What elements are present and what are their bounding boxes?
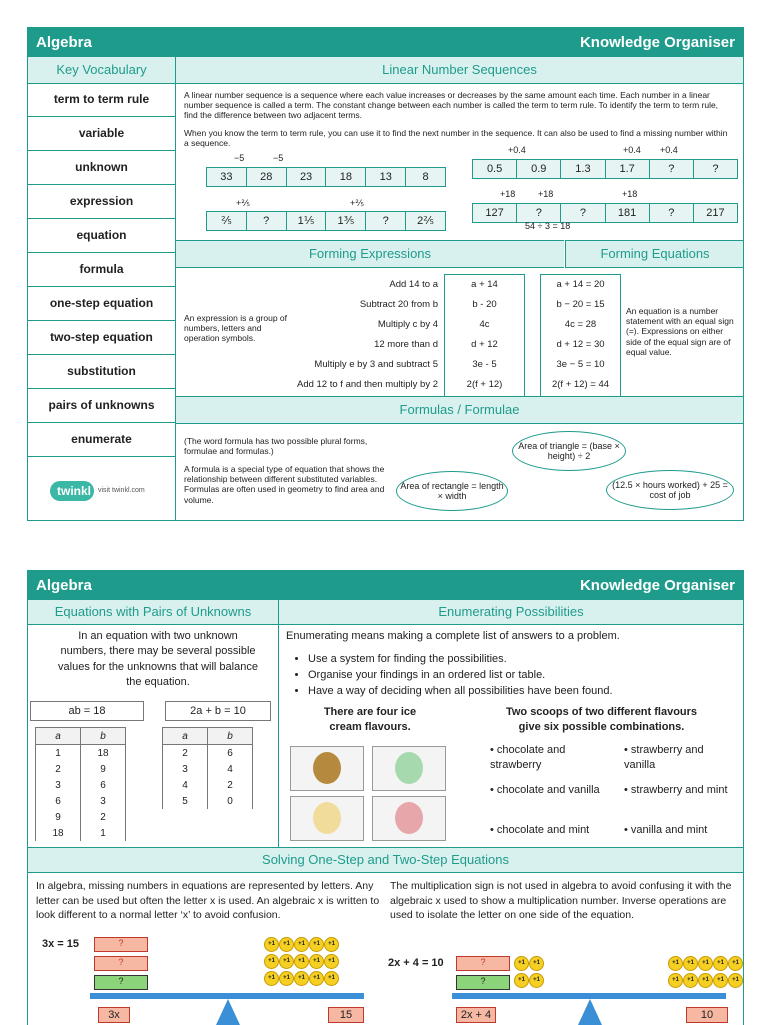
seq3-arrow-3: +0.4 (660, 145, 678, 155)
plus-one-coin-icon: +1 (668, 973, 683, 988)
plus-one-coin-icon: +1 (294, 971, 309, 986)
vocab-item: substitution (28, 355, 175, 389)
sequence-4 (472, 203, 738, 223)
plus-one-coin-icon: +1 (698, 956, 713, 971)
formulas-header: Formulas / Formulae (176, 396, 743, 424)
table-row (36, 777, 126, 793)
table-cell: 3 (36, 777, 81, 793)
vocab-item: term to term rule (28, 83, 175, 117)
ice-cream-mint (372, 746, 446, 791)
plus-one-coin-icon: +1 (324, 937, 339, 952)
table-cell: 18 (81, 745, 126, 762)
plus-one-coin-icon: +1 (264, 937, 279, 952)
table-col-header: b (208, 728, 253, 745)
expression-label: Multiply c by 4 (377, 319, 438, 330)
twinkl-logo (50, 479, 170, 507)
combination-item: • strawberry and vanilla (624, 744, 704, 772)
table-cell: 3 (81, 793, 126, 809)
plus-one-coin-icon: +1 (668, 956, 683, 971)
table-cell: 2 (163, 745, 208, 762)
plus-one-coin-icon: +1 (514, 973, 529, 988)
equation-value: d + 12 = 30 (556, 339, 605, 350)
pairs-header: Equations with Pairs of Unknowns (28, 600, 279, 625)
logo-text: twinkl (57, 484, 92, 498)
table-row (163, 745, 253, 762)
organiser-title-2: Knowledge Organiser (579, 577, 735, 594)
combination-item: • chocolate and strawberry (490, 744, 566, 772)
logo-url: visit twinkl.com (98, 487, 145, 494)
expression-value: 4c (479, 319, 490, 330)
balance-fulcrum-1 (216, 999, 240, 1025)
table-cell: 2 (208, 777, 253, 793)
table-row (36, 825, 126, 841)
subject-title-2: Algebra (36, 577, 92, 594)
plus-one-coin-icon: +1 (529, 956, 544, 971)
knowledge-organiser-card-2 (27, 570, 744, 1025)
sequence-term: ? (517, 204, 561, 222)
x-block-2: ? (94, 956, 148, 971)
plus-one-coin-icon: +1 (294, 954, 309, 969)
table-cell: 4 (163, 777, 208, 793)
bullet-item: • Organise your findings in an ordered list or table. (308, 667, 744, 683)
table-cell: 2 (36, 761, 81, 777)
table-row (36, 745, 126, 762)
expression-label: Multiply e by 3 and subtract 5 (314, 359, 438, 370)
organiser-title: Knowledge Organiser (579, 34, 735, 51)
table-row (36, 809, 126, 825)
solving-left-text: In algebra, missing numbers in equations are represented by letters. Any letter can be used but often the letter x is used. An algebraic x is written to look different to a normal letter ‘x’ to avoid confusion. (36, 880, 380, 922)
table-row (36, 793, 126, 809)
sequence-term: 1.7 (606, 160, 650, 178)
linear-sequences-header: Linear Number Sequences (176, 57, 743, 84)
sequence-term: 28 (247, 168, 287, 186)
balance-fulcrum-2 (578, 999, 602, 1025)
sequence-term: 181 (606, 204, 650, 222)
plus-one-coin-icon: +1 (683, 956, 698, 971)
expression-value: 3e - 5 (472, 359, 497, 370)
table-cell: 9 (36, 809, 81, 825)
sequence-term: 0.9 (517, 160, 561, 178)
plus-one-coin-icon: +1 (324, 954, 339, 969)
enumerating-intro: Enumerating means making a complete list of answers to a problem. (286, 630, 620, 642)
vocab-item: variable (28, 117, 175, 151)
forming-equations-header: Forming Equations (565, 240, 744, 268)
equation-value: b − 20 = 15 (556, 299, 605, 310)
ice-cream-chocolate (290, 746, 364, 791)
plus-one-coin-icon: +1 (264, 971, 279, 986)
subject-title: Algebra (36, 34, 92, 51)
sequence-term: ? (561, 204, 605, 222)
enumerating-header: Enumerating Possibilities (279, 600, 743, 625)
sequence-term: 18 (326, 168, 366, 186)
plus-one-coin-icon: +1 (279, 971, 294, 986)
expression-value: d + 12 (471, 339, 498, 350)
ice-cream-title: There are four ice cream flavours. (323, 706, 417, 734)
sequence-term: 127 (473, 204, 517, 222)
table-row (163, 777, 253, 793)
sequence-term: 1⅗ (326, 212, 366, 230)
expression-definition: An expression is a group of numbers, letters and operation symbols. (184, 313, 288, 344)
seq1-arrow-2: −5 (273, 153, 284, 163)
x-block-3: ? (94, 975, 148, 990)
solving-right-text: The multiplication sign is not used in algebra to avoid confusing it with the algebraic x used to show a multiplication number. Inverse operations are used to isolate the letter on one side of the equation. (390, 880, 732, 922)
table-cell: 3 (163, 761, 208, 777)
table-cell: 5 (163, 793, 208, 809)
table-cell: 1 (81, 825, 126, 841)
vocab-item: unknown (28, 151, 175, 185)
plus-one-coin-icon: +1 (698, 973, 713, 988)
solving-header: Solving One-Step and Two-Step Equations (28, 847, 743, 873)
equation-1: 3x = 15 (42, 938, 80, 950)
enumerating-bullets (290, 651, 744, 699)
table-cell: 4 (208, 761, 253, 777)
vocab-item: equation (28, 219, 175, 253)
sequence-term: 2⅖ (417, 215, 434, 227)
plus-one-coin-icon: +1 (728, 973, 743, 988)
vocabulary-column (28, 57, 176, 520)
sequence-term: ? (650, 160, 694, 178)
sequence-term: 1.3 (561, 160, 605, 178)
sequence-term: 1⅕ (287, 212, 327, 230)
vocab-item: two-step equation (28, 321, 175, 355)
plus-one-coin-icon: +1 (279, 954, 294, 969)
sequence-term: ? (366, 212, 406, 230)
right-pan-label-2: 10 (686, 1007, 728, 1023)
plus-one-coin-icon: +1 (279, 937, 294, 952)
equation-value: 4c = 28 (564, 319, 597, 330)
expression-value: a + 14 (471, 279, 498, 290)
pairs-intro: In an equation with two unknown numbers, there may be several possible values for the unknowns that will balance the equation. (58, 630, 258, 689)
combination-item: • vanilla and mint (624, 824, 708, 836)
expression-label: 12 more than d (374, 339, 438, 350)
vocab-item: expression (28, 185, 175, 219)
expression-label: Subtract 20 from b (359, 299, 438, 310)
seq4-arrow-1: +18 (500, 189, 516, 199)
sequence-term: ⅖ (207, 212, 247, 230)
sequence-term: ? (247, 212, 287, 230)
plus-one-coin-icon: +1 (309, 954, 324, 969)
expression-label: Add 14 to a (389, 279, 438, 290)
plus-one-coin-icon: +1 (324, 971, 339, 986)
table-cell: 18 (36, 825, 81, 841)
table-1-title: ab = 18 (30, 701, 144, 721)
linear-para-1: A linear number sequence is a sequence where each value increases or decreases by the same amount each time. Each number in a linear number sequence is called a term. The constant change between each number is called the term to term rule. To identify the term to term rule, find the difference between two adjacent terms. (184, 90, 719, 121)
table-cell: 6 (36, 793, 81, 809)
table-cell: 6 (81, 777, 126, 793)
plus-one-coin-icon: +1 (683, 973, 698, 988)
table-col-header: a (36, 728, 81, 745)
plus-one-coin-icon: +1 (514, 956, 529, 971)
x2-block-1: ? (456, 956, 510, 971)
equation-value: 3e − 5 = 10 (556, 359, 605, 370)
plus-one-coin-icon: +1 (309, 971, 324, 986)
seq2-arrow-1: +⅖ (236, 198, 250, 208)
equation-value: a + 14 = 20 (556, 279, 605, 290)
table-col-header: a (163, 728, 208, 745)
table-cell: 0 (208, 793, 253, 809)
table-cell: 6 (208, 745, 253, 762)
plus-one-coin-icon: +1 (529, 973, 544, 988)
plus-one-coin-icon: +1 (309, 937, 324, 952)
card-1-header (28, 28, 743, 57)
table-row (163, 793, 253, 809)
table-col-header: b (81, 728, 126, 745)
seq2-arrow-2: +⅖ (350, 198, 364, 208)
combination-item: • chocolate and mint (490, 824, 590, 836)
plus-one-coin-icon: +1 (294, 937, 309, 952)
seq1-arrow-1: −5 (234, 153, 245, 163)
vocab-item: pairs of unknowns (28, 389, 175, 423)
x-block-1: ? (94, 937, 148, 952)
sequence-3 (472, 159, 738, 179)
equation-value: 2(f + 12) = 44 (551, 379, 610, 390)
bullet-item: • Use a system for finding the possibilities. (308, 651, 744, 667)
equation-2: 2x + 4 = 10 (388, 957, 444, 969)
ice-cream-vanilla (290, 796, 364, 841)
formula-cost-of-job: (12.5 × hours worked) + 25 = cost of job (606, 470, 734, 510)
seq4-arrow-3: +18 (622, 189, 638, 199)
equation-values (540, 274, 621, 400)
table-cell: 9 (81, 761, 126, 777)
combination-item: • strawberry and mint (624, 784, 728, 796)
table-row (163, 761, 253, 777)
vocab-item: formula (28, 253, 175, 287)
equation-definition: An equation is a number statement with an equal sign (=). Expressions on either side of the equal sign are of equal value. (626, 306, 734, 357)
expression-value: b - 20 (472, 299, 497, 310)
plus-one-coin-icon: +1 (728, 956, 743, 971)
card-2-header (28, 571, 743, 600)
formula-triangle-area: Area of triangle = (base × height) ÷ 2 (512, 431, 626, 471)
plus-one-coin-icon: +1 (264, 954, 279, 969)
combinations-title: Two scoops of two different flavours give six possible combinations. (505, 706, 698, 734)
formula-definition: A formula is a special type of equation that shows the relationship between different substituted variables. Formulas are often used in geometry to find area and volume. (184, 464, 385, 505)
sequence-term: 33 (207, 168, 247, 186)
sequence-term: 0.5 (473, 160, 517, 178)
formula-rectangle-area: Area of rectangle = length × width (396, 471, 508, 511)
vocab-item: one-step equation (28, 287, 175, 321)
vocab-item: enumerate (28, 423, 175, 457)
table-row (36, 761, 126, 777)
linear-para-2: When you know the term to term rule, you can use it to find the next number in the sequence. It can also be used to find a missing number within a sequence. (184, 128, 728, 149)
sequence-1 (206, 167, 446, 187)
right-pan-label-1: 15 (328, 1007, 364, 1023)
column-divider (278, 624, 279, 847)
ice-cream-strawberry (372, 796, 446, 841)
expression-label: Add 12 to f and then multiply by 2 (296, 379, 438, 390)
expression-value: 2(f + 12) (466, 379, 503, 390)
sequence-term: ? (712, 163, 719, 175)
sequence-term: 217 (706, 207, 725, 219)
plus-one-coin-icon: +1 (713, 973, 728, 988)
pairs-table-1 (35, 727, 126, 841)
forming-expressions-header: Forming Expressions (176, 240, 564, 268)
knowledge-organiser-card-1 (27, 27, 744, 521)
sequence-term: 13 (366, 168, 406, 186)
sequence-term: ? (650, 204, 694, 222)
expression-values (444, 274, 525, 400)
sequence-term: 8 (422, 171, 429, 183)
formula-plural-note: (The word formula has two possible plural forms, formulae and formulas.) (184, 436, 368, 457)
vocab-header: Key Vocabulary (28, 57, 175, 84)
sequence-term: 23 (287, 168, 327, 186)
seq3-arrow-1: +0.4 (508, 145, 526, 155)
seq4-arrow-2: +18 (538, 189, 554, 199)
x2-block-2: ? (456, 975, 510, 990)
table-2-title: 2a + b = 10 (165, 701, 271, 721)
table-cell: 1 (36, 745, 81, 762)
left-pan-label-2: 2x + 4 (456, 1007, 496, 1023)
left-pan-label-1: 3x (98, 1007, 130, 1023)
sequence-2 (206, 211, 446, 231)
seq3-arrow-2: +0.4 (623, 145, 641, 155)
bullet-item: • Have a way of deciding when all possibilities have been found. (308, 683, 744, 699)
combination-item: • chocolate and vanilla (490, 784, 600, 796)
pairs-table-2 (162, 727, 253, 809)
seq4-note: 54 ÷ 3 = 18 (525, 221, 571, 231)
table-cell: 2 (81, 809, 126, 825)
plus-one-coin-icon: +1 (713, 956, 728, 971)
